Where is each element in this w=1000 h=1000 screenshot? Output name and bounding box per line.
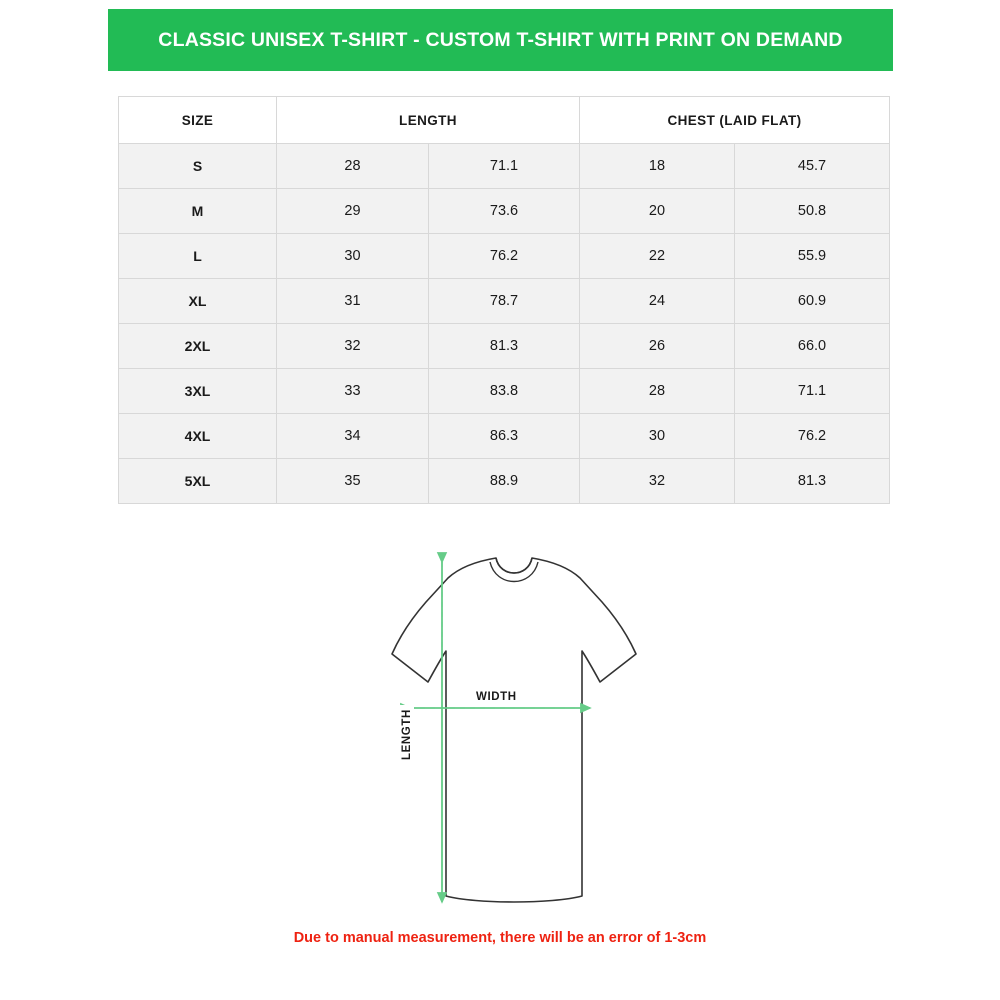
- cell-chest-in: 20: [580, 189, 735, 234]
- cell-length-in: 29: [277, 189, 429, 234]
- cell-chest-cm: 50.8: [735, 189, 890, 234]
- cell-chest-cm: 45.7: [735, 144, 890, 189]
- size-chart-table: [118, 96, 890, 504]
- header-banner: [108, 9, 893, 71]
- cell-chest-in: 24: [580, 279, 735, 324]
- table-header-row: [119, 97, 890, 144]
- cell-chest-in: 26: [580, 324, 735, 369]
- measurement-disclaimer: Due to manual measurement, there will be an error of 1-3cm: [293, 930, 707, 946]
- table-row: [119, 144, 890, 189]
- cell-chest-in: 28: [580, 369, 735, 414]
- table-row: [119, 324, 890, 369]
- cell-chest-cm: 60.9: [735, 279, 890, 324]
- cell-chest-cm: 55.9: [735, 234, 890, 279]
- cell-length-cm: 76.2: [429, 234, 580, 279]
- table-row: [119, 279, 890, 324]
- table-row: [119, 459, 890, 504]
- width-label: WIDTH: [472, 690, 521, 704]
- cell-chest-cm: 81.3: [735, 459, 890, 504]
- cell-length-in: 35: [277, 459, 429, 504]
- cell-length-cm: 83.8: [429, 369, 580, 414]
- cell-size: L: [119, 234, 277, 279]
- cell-chest-cm: 66.0: [735, 324, 890, 369]
- table-row: [119, 414, 890, 459]
- cell-size: 2XL: [119, 324, 277, 369]
- cell-length-cm: 86.3: [429, 414, 580, 459]
- cell-chest-cm: 76.2: [735, 414, 890, 459]
- cell-length-in: 28: [277, 144, 429, 189]
- cell-length-cm: 81.3: [429, 324, 580, 369]
- cell-chest-in: 22: [580, 234, 735, 279]
- table-row: [119, 369, 890, 414]
- cell-chest-in: 32: [580, 459, 735, 504]
- table-row: [119, 189, 890, 234]
- cell-length-in: 32: [277, 324, 429, 369]
- cell-size: XL: [119, 279, 277, 324]
- cell-size: S: [119, 144, 277, 189]
- cell-length-in: 30: [277, 234, 429, 279]
- page-title: CLASSIC UNISEX T-SHIRT - CUSTOM T-SHIRT WITH PRINT ON DEMAND: [158, 28, 843, 51]
- cell-size: 5XL: [119, 459, 277, 504]
- cell-length-in: 31: [277, 279, 429, 324]
- cell-length-cm: 78.7: [429, 279, 580, 324]
- cell-size: 3XL: [119, 369, 277, 414]
- cell-chest-in: 30: [580, 414, 735, 459]
- tshirt-outline-icon: [392, 558, 636, 902]
- cell-size: M: [119, 189, 277, 234]
- cell-chest-cm: 71.1: [735, 369, 890, 414]
- tshirt-diagram: [300, 536, 700, 926]
- column-header-size: SIZE: [119, 97, 277, 144]
- column-header-length: LENGTH: [277, 97, 580, 144]
- cell-length-cm: 88.9: [429, 459, 580, 504]
- table-body: [119, 144, 890, 504]
- cell-length-cm: 73.6: [429, 189, 580, 234]
- table-row: [119, 234, 890, 279]
- length-label: LENGTH: [400, 705, 414, 764]
- cell-chest-in: 18: [580, 144, 735, 189]
- cell-length-cm: 71.1: [429, 144, 580, 189]
- cell-length-in: 33: [277, 369, 429, 414]
- cell-size: 4XL: [119, 414, 277, 459]
- column-header-chest: CHEST (LAID FLAT): [580, 97, 890, 144]
- table-header: [119, 97, 890, 144]
- cell-length-in: 34: [277, 414, 429, 459]
